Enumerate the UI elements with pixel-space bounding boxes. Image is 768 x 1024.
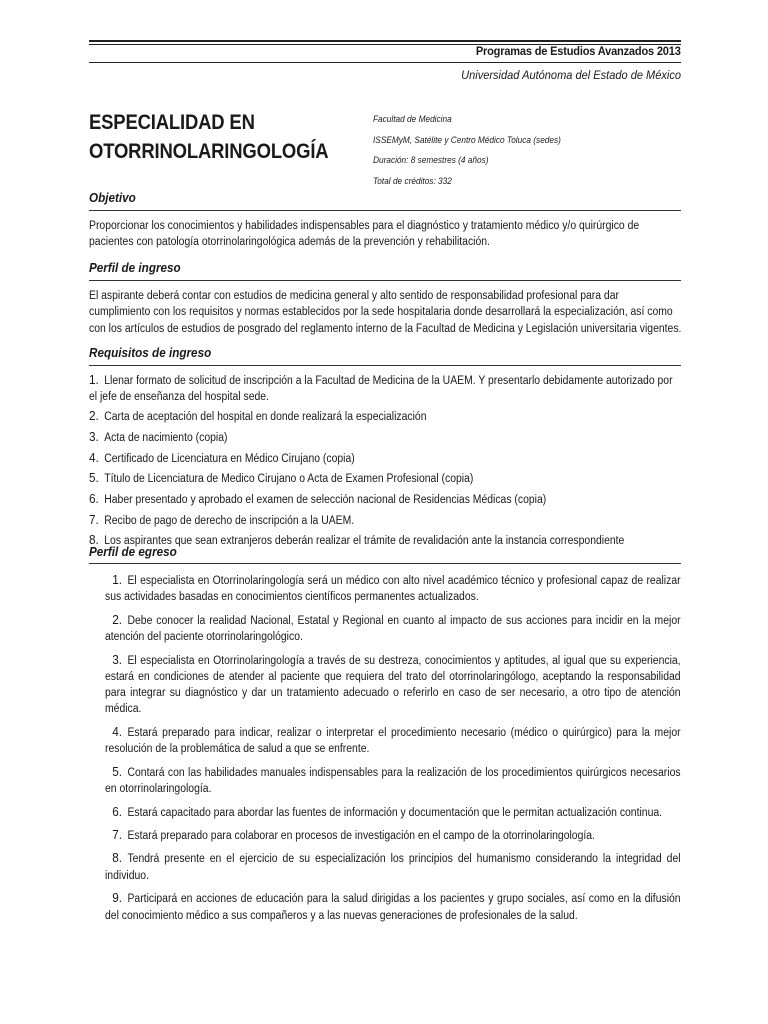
requisito-item-text: Llenar formato de solicitud de inscripción a la Facultad de Medicina de la UAEM. Y presentarlo debidamente autorizado por el jefe de enseñanza del hospital sede. [89,375,673,403]
egreso-item [105,652,681,718]
egreso-item-number: 1. [112,572,123,587]
requisito-item [89,408,682,426]
egreso-item-number: 3. [112,651,123,667]
egreso-item-text: Debe conocer la realidad Nacional, Estatal y Regional en cuanto al impacto de sus acciones para incidir en la mejor atención del paciente otorrinolaringológico. [105,614,681,644]
program-meta [373,109,561,191]
objetivo-text: Proporcionar los conocimientos y habilidades indispensables para el diagnóstico y tratamiento médico y/o quirúrgico de pacientes con patología otorrinolaringológica además de la prevención y rehabilitación. [89,220,640,249]
egreso-item-text: El especialista en Otorrinolaringología a través de su destreza, conocimientos y aptitudes, al igual que su experiencia, estará en condiciones de atender al paciente que requiera del trato del otorrinolaringólogo, aceptando la responsabilidad para integrar su diagnóstico y dar un tratamiento adecuado o referirlo en caso de ser necesario, a otro tipo de atención médica. [105,654,681,716]
egreso-item-number: 7. [112,826,123,842]
requisito-item-number: 7. [89,511,99,527]
requisito-item-number: 1. [89,372,99,387]
requisito-item [89,491,682,509]
egreso-item-text: Tendrá presente en el ejercicio de su especialización los principios del humanismo considerando la integridad del individuo. [105,853,681,882]
page-title [89,108,328,166]
requisito-item [89,532,682,550]
egreso-item-number: 8. [112,850,123,866]
egreso-item [105,764,681,798]
requisitos-list [89,372,682,553]
egreso-item-text: Contará con las habilidades manuales indispensables para la realización de los procedimientos quirúrgicos necesarios en otorrinolaringología. [105,766,681,796]
egreso-item-number: 6. [112,803,123,819]
requisito-item [89,429,682,447]
requisito-item [89,512,682,530]
egreso-item [105,724,681,758]
egreso-item-number: 2. [112,611,123,627]
requisitos-heading: Requisitos de ingreso [89,345,212,360]
program-title: Programas de Estudios Avanzados 2013 [476,44,681,58]
egreso-item [105,572,681,606]
requisito-item-text: Los aspirantes que sean extranjeros deberán realizar el trámite de revalidación ante la instancia correspondiente [104,535,625,548]
egreso-item-number: 5. [112,763,123,779]
perfil-ingreso-text: El aspirante deberá contar con estudios de medicina general y alto sentido de responsabilidad profesional para dar cumplimiento con los requisitos y normas establecidos por la sede hospitalaria donde desarrollará la especialización, así como con los artículos de estudios de posgrado del reglamento interno de la Facultad de Medicina y Legislación universitaria vigentes. [89,290,682,335]
meta-credits: Total de créditos: 332 [373,175,452,186]
egreso-item [105,804,681,821]
meta-faculty: Facultad de Medicina [373,114,452,124]
egreso-item-number: 4. [112,723,123,739]
requisito-item-number: 2. [89,408,99,424]
requisito-item-text: Haber presentado y aprobado el examen de selección nacional de Residencias Médicas (copia) [104,493,547,506]
requisito-item-number: 3. [89,428,99,444]
egreso-item [105,612,681,646]
egreso-item-text: Estará preparado para colaborar en procesos de investigación en el campo de la otorrinolaringología. [127,829,595,842]
egreso-item [105,827,681,844]
university-name: Universidad Autónoma del Estado de México [461,68,681,82]
perfil-egreso-rule [89,563,681,564]
egreso-item [105,890,681,924]
requisito-item [89,470,682,488]
meta-sedes: ISSEMyM, Satélite y Centro Médico Toluca (sedes) [373,134,561,145]
meta-duration: Duración: 8 semestres (4 años) [373,155,489,165]
egreso-item-text: El especialista en Otorrinolaringología será un médico con alto nivel académico técnico y profesional capaz de realizar sus actividades basadas en conocimientos científicos permanentes actualizados. [105,575,681,604]
egreso-item-number: 9. [112,890,123,906]
egreso-item [105,850,681,884]
requisito-item-text: Recibo de pago de derecho de inscripción a la UAEM. [104,514,355,527]
requisito-item-number: 8. [89,532,99,548]
egreso-item-text: Estará preparado para indicar, realizar o interpretar el procedimiento necesario (médico o quirúrgico) para la mejor resolución de la problemática de salud a que se enfrente. [105,726,681,756]
requisito-item [89,450,682,468]
perfil-ingreso-rule [89,280,681,281]
requisito-item-text: Acta de nacimiento (copia) [104,431,228,444]
title-line-2: OTORRINOLARINGOLOGÍA [89,140,329,163]
perfil-egreso-list [105,572,681,930]
title-line-1: ESPECIALIDAD EN [89,111,255,134]
requisito-item-number: 6. [89,490,99,506]
requisito-item-text: Carta de aceptación del hospital en donde realizará la especialización [104,411,427,424]
objetivo-heading: Objetivo [89,190,136,205]
requisito-item-text: Título de Licenciatura de Medico Cirujano o Acta de Examen Profesional (copia) [104,473,474,486]
requisitos-rule [89,365,681,366]
perfil-egreso-heading: Perfil de egreso [89,544,177,559]
header-top-rule [89,40,681,42]
requisito-item-text: Certificado de Licenciatura en Médico Cirujano (copia) [104,452,355,465]
header-block [458,44,681,58]
egreso-item-text: Estará capacitado para abordar las fuentes de información y documentación que le permitan actualización continua. [127,806,663,819]
perfil-ingreso-heading: Perfil de ingreso [89,260,181,275]
egreso-item-text: Participará en acciones de educación para la salud dirigidas a los pacientes y grupo sociales, así como en la difusión del conocimiento médico a sus compañeros y a las nuevas generaciones de profesionales de la salud. [105,893,681,922]
requisito-item [89,372,682,405]
requisito-item-number: 4. [89,449,99,465]
header-rule [89,62,681,63]
requisito-item-number: 5. [89,470,99,486]
objetivo-rule [89,210,681,211]
